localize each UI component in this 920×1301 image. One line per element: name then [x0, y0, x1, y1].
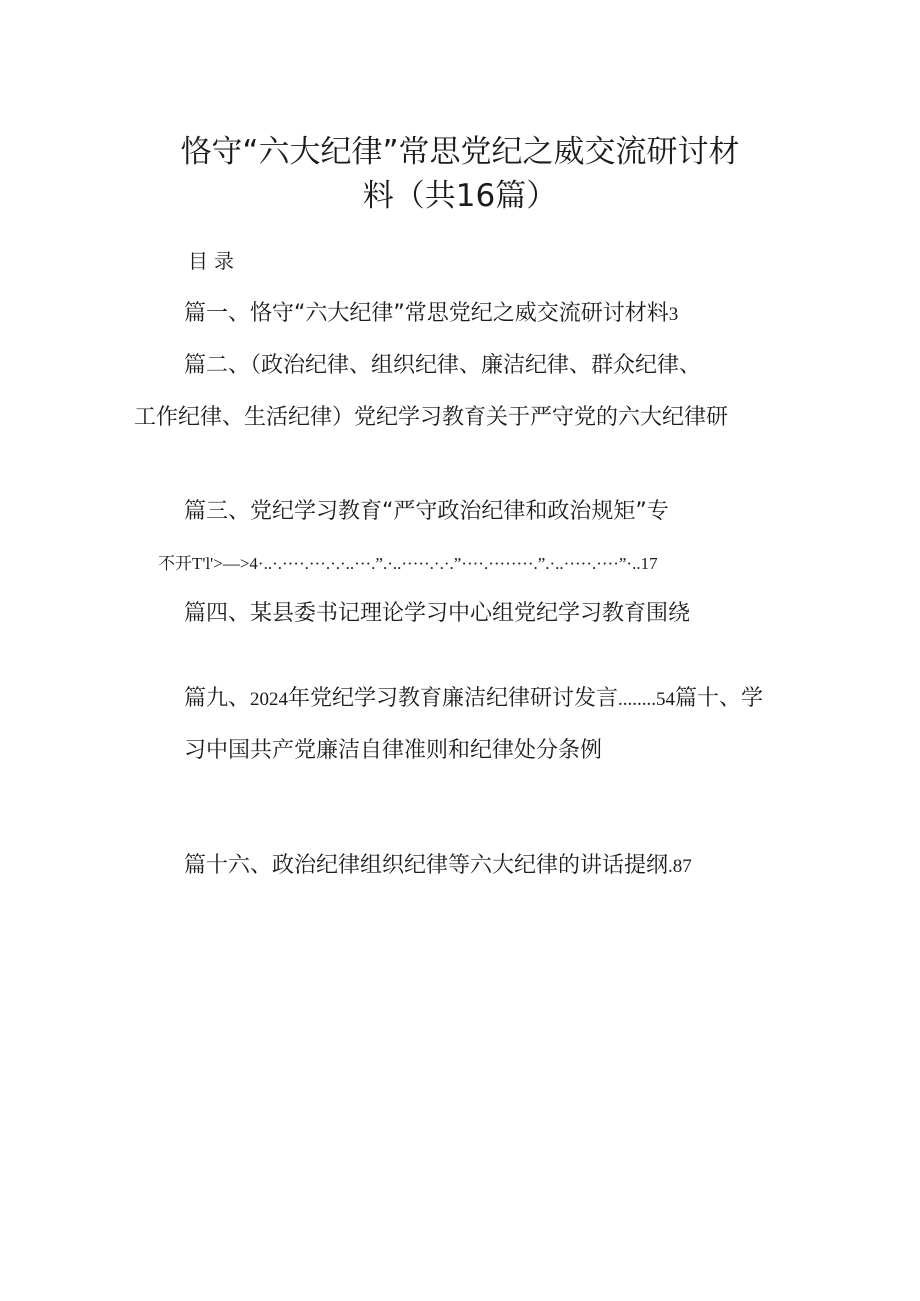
toc-entry-9-dots: ........ [618, 689, 657, 710]
toc-entry-16-page: .87 [668, 856, 692, 877]
toc-entry-3-page: 17 [640, 554, 658, 573]
toc-entry-1 [184, 296, 678, 327]
toc-entry-2-line-1 [184, 348, 701, 379]
toc-entry-10-text: 习中国共产党廉洁自律准则和纪律处分条例 [184, 738, 603, 763]
toc-entry-10 [184, 733, 602, 764]
toc-entry-9-year: 2024 [250, 689, 289, 710]
toc-entry-3-line-2 [158, 549, 658, 574]
toc-entry-3-garbled-leader: 不开T'l'>—>4·..·.····.···.·.·..···.”.·..·····.·.·.”····.········.”.·..·····.····”·.. [158, 554, 641, 573]
toc-entry-10-start: 篇十、学 [675, 686, 764, 711]
toc-entry-9-text: 年党纪学习教育廉洁纪律研讨发言 [288, 686, 619, 711]
toc-entry-2-text-a: 篇二、（政治纪律、组织纪律、廉洁纪律、群众纪律、 [184, 353, 702, 378]
toc-entry-4-text: 篇四、某县委书记理论学习中心组党纪学习教育围绕 [184, 601, 691, 626]
toc-heading: 目录 [188, 249, 240, 273]
toc-entry-9-page: 54 [656, 689, 676, 710]
toc-entry-2-line-2 [134, 400, 728, 431]
toc-entry-16-text: 篇十六、政治纪律组织纪律等六大纪律的讲话提纲 [184, 853, 669, 878]
document-title-line-1: 恪守“六大纪律”常思党纪之威交流研讨材 [180, 134, 740, 170]
toc-entry-1-page: 3 [668, 304, 679, 325]
toc-entry-4 [184, 596, 690, 627]
toc-entry-16 [184, 848, 692, 879]
toc-entry-9-prefix: 篇九、 [184, 686, 251, 711]
toc-entry-1-text: 篇一、恪守“六大纪律”常思党纪之威交流研讨材料 [184, 301, 669, 326]
toc-entry-9 [184, 681, 763, 712]
toc-entry-3-text: 篇三、党纪学习教育“严守政治纪律和政治规矩”专 [184, 499, 669, 524]
toc-entry-2-text-b: 工作纪律、生活纪律）党纪学习教育关于严守党的六大纪律研 [134, 405, 729, 430]
toc-entry-3-line-1 [184, 494, 669, 525]
document-title-line-2: 料（共16篇） [362, 178, 558, 214]
